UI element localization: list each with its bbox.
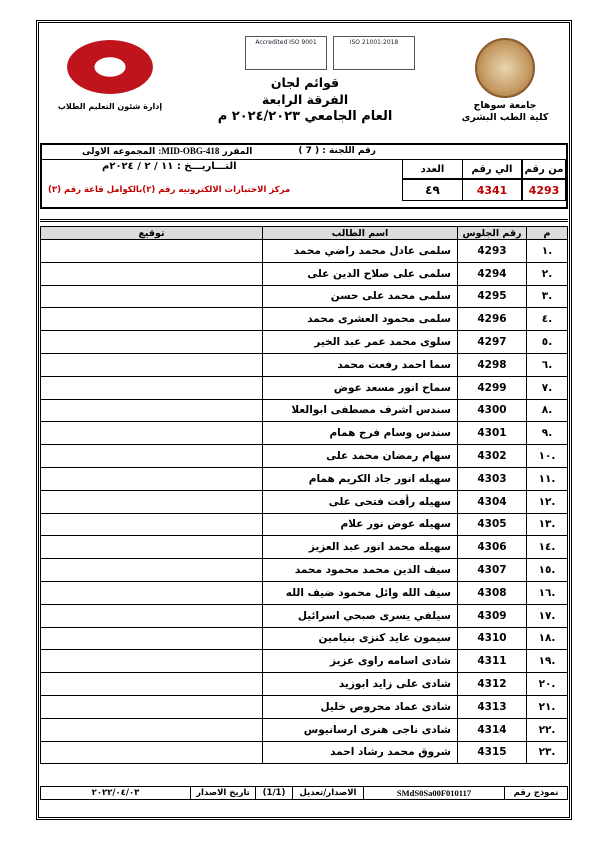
- header-num: م: [527, 227, 568, 240]
- signature-cell[interactable]: [41, 673, 263, 696]
- signature-cell[interactable]: [41, 467, 263, 490]
- seat-number: 4313: [458, 695, 527, 718]
- signature-cell[interactable]: [41, 308, 263, 331]
- table-row: [41, 353, 568, 376]
- row-number: .١٨: [527, 627, 568, 650]
- row-number: .٧: [527, 376, 568, 399]
- signature-cell[interactable]: [41, 353, 263, 376]
- form-number: SMdS0Sa00F010117: [363, 787, 504, 799]
- header: [40, 30, 568, 130]
- row-number: .٢٣: [527, 741, 568, 764]
- row-number: .٢٢: [527, 718, 568, 741]
- signature-cell[interactable]: [41, 627, 263, 650]
- signature-cell[interactable]: [41, 718, 263, 741]
- student-name: سهيله رأفت فتحى على: [263, 490, 458, 513]
- seat-number: 4303: [458, 467, 527, 490]
- student-name: سيف الدين محمد محمود محمد: [263, 559, 458, 582]
- count-value: ٤٩: [402, 179, 462, 201]
- academic-year: العام الجامعي ٢٠٢٤/٢٠٢٣ م: [217, 109, 393, 124]
- iso-logo-icon: ISO 21001:2018: [333, 36, 415, 70]
- issue-date: ٢٠٢٢/٠٤/٠٣: [91, 788, 140, 798]
- committee-number: رقم اللجنة : ( 7 ): [298, 146, 376, 156]
- student-name: سلمى عادل محمد راضي محمد: [263, 240, 458, 263]
- row-number: .٤: [527, 308, 568, 331]
- university-name: جامعة سوهاج: [473, 100, 537, 111]
- table-row: [41, 695, 568, 718]
- row-number: .١٠: [527, 445, 568, 468]
- header-name: اسم الطالب: [263, 227, 458, 240]
- table-row: [41, 650, 568, 673]
- row-number: .١٥: [527, 559, 568, 582]
- seat-number: 4297: [458, 331, 527, 354]
- page-title: قوائم لجان: [270, 75, 340, 90]
- student-name: سماح انور مسعد عوض: [263, 376, 458, 399]
- row-number: .١: [527, 240, 568, 263]
- table-row: [41, 673, 568, 696]
- seat-number: 4305: [458, 513, 527, 536]
- seat-number: 4299: [458, 376, 527, 399]
- student-name: شادى عماد محروص خليل: [263, 695, 458, 718]
- row-number: .٩: [527, 422, 568, 445]
- university-block: [460, 38, 550, 124]
- seat-number: 4296: [458, 308, 527, 331]
- signature-cell[interactable]: [41, 536, 263, 559]
- seat-number: 4294: [458, 262, 527, 285]
- seat-number: 4315: [458, 741, 527, 764]
- student-name: شادى ناجى هنرى ارسانيوس: [263, 718, 458, 741]
- signature-cell[interactable]: [41, 376, 263, 399]
- seat-number: 4298: [458, 353, 527, 376]
- seat-number: 4300: [458, 399, 527, 422]
- table-header-row: [41, 227, 568, 240]
- accreditation-logo-icon: Accredited ISO 9001: [245, 36, 327, 70]
- student-name: سندس اشرف مصطفى ابوالعلا: [263, 399, 458, 422]
- table-row: [41, 308, 568, 331]
- student-name: سيمون عايد كنزى بنيامين: [263, 627, 458, 650]
- seat-number: 4301: [458, 422, 527, 445]
- seat-number: 4310: [458, 627, 527, 650]
- seat-number: 4295: [458, 285, 527, 308]
- faculty-name: كلية الطب البشرى: [461, 112, 549, 123]
- level: الفرقة الرابعة: [261, 92, 349, 107]
- separator: [40, 219, 568, 222]
- student-name: سلمى محمود العشرى محمد: [263, 308, 458, 331]
- signature-cell[interactable]: [41, 490, 263, 513]
- student-name: سلمى محمد على حسن: [263, 285, 458, 308]
- row-number: .١٢: [527, 490, 568, 513]
- header-signature: توقيع: [41, 227, 263, 240]
- signature-cell[interactable]: [41, 445, 263, 468]
- table-row: [41, 399, 568, 422]
- row-number: .٥: [527, 331, 568, 354]
- row-number: .١٤: [527, 536, 568, 559]
- row-number: .٢١: [527, 695, 568, 718]
- student-name: شروق محمد رشاد احمد: [263, 741, 458, 764]
- table-row: [41, 467, 568, 490]
- student-name: سيلفي يسرى صبحي اسرائيل: [263, 604, 458, 627]
- exam-center: مركز الاختبارات الالكترونيه رقم (٢)بالكوامل قاعة رقم (٣): [48, 185, 291, 195]
- table-row: [41, 559, 568, 582]
- row-number: .١٦: [527, 581, 568, 604]
- student-name: سهام رمضان محمد على: [263, 445, 458, 468]
- signature-cell[interactable]: [41, 240, 263, 263]
- seat-number: 4293: [458, 240, 527, 263]
- count-label: العدد: [402, 159, 462, 179]
- exam-date: التـــاريـــخ : ١١ / ٢ / ٢٠٢٤م: [102, 161, 237, 172]
- student-name: شادى على زايد ابوزيد: [263, 673, 458, 696]
- seat-number: 4307: [458, 559, 527, 582]
- row-number: .٦: [527, 353, 568, 376]
- seat-number: 4304: [458, 490, 527, 513]
- signature-cell[interactable]: [41, 331, 263, 354]
- issue-label: تاريخ الاصدار: [190, 787, 255, 799]
- signature-cell[interactable]: [41, 262, 263, 285]
- header-titles: [190, 74, 420, 125]
- from-value: 4293: [522, 179, 566, 201]
- signature-cell[interactable]: [41, 422, 263, 445]
- university-seal-icon: [475, 38, 535, 98]
- row-number: .١٣: [527, 513, 568, 536]
- student-name: سيف الله وائل محمود ضيف الله: [263, 581, 458, 604]
- row-number: .٨: [527, 399, 568, 422]
- student-name: سلمى على صلاح الدين على: [263, 262, 458, 285]
- signature-cell[interactable]: [41, 604, 263, 627]
- edition-label: الاصدار/تعديل: [292, 787, 363, 799]
- table-row: [41, 581, 568, 604]
- to-label: الي رقم: [462, 159, 522, 179]
- form-footer: [40, 786, 568, 800]
- from-label: من رقم: [522, 159, 566, 179]
- table-row: [41, 627, 568, 650]
- header-seat: رقم الجلوس: [458, 227, 527, 240]
- edition-value: (1/1): [255, 787, 292, 799]
- row-number: .١١: [527, 467, 568, 490]
- table-row: [41, 490, 568, 513]
- to-value: 4341: [462, 179, 522, 201]
- table-row: [41, 604, 568, 627]
- row-number: .١٧: [527, 604, 568, 627]
- student-affairs-logo-icon: [67, 40, 153, 94]
- table-row: [41, 422, 568, 445]
- seat-number: 4314: [458, 718, 527, 741]
- signature-cell[interactable]: [41, 741, 263, 764]
- student-name: سهيله محمد انور عبد العزيز: [263, 536, 458, 559]
- student-name: سندس وسام فرج همام: [263, 422, 458, 445]
- committee-info: [40, 143, 568, 209]
- signature-cell[interactable]: [41, 650, 263, 673]
- table-row: [41, 718, 568, 741]
- seat-number: 4312: [458, 673, 527, 696]
- student-name: سهيله عوض نور علام: [263, 513, 458, 536]
- row-number: .٢٠: [527, 673, 568, 696]
- signature-cell[interactable]: [41, 399, 263, 422]
- row-number: .١٩: [527, 650, 568, 673]
- table-row: [41, 536, 568, 559]
- accreditation-logos: [245, 36, 415, 70]
- students-table: [40, 226, 568, 764]
- signature-cell[interactable]: [41, 559, 263, 582]
- table-row: [41, 262, 568, 285]
- row-number: .٢: [527, 262, 568, 285]
- seat-number: 4306: [458, 536, 527, 559]
- table-row: [41, 376, 568, 399]
- student-name: سهيله انور جاد الكريم همام: [263, 467, 458, 490]
- seat-number: 4309: [458, 604, 527, 627]
- student-name: سما احمد رفعت محمد: [263, 353, 458, 376]
- department-name: إدارة شئون التعليم الطلاب: [57, 102, 163, 111]
- table-row: [41, 741, 568, 764]
- seat-number: 4302: [458, 445, 527, 468]
- student-name: سلوى محمد عمر عبد الخير: [263, 331, 458, 354]
- signature-cell[interactable]: [41, 513, 263, 536]
- affairs-block: [50, 40, 170, 111]
- table-row: [41, 285, 568, 308]
- seat-number: 4311: [458, 650, 527, 673]
- student-name: شادى اسامه راوى عزيز: [263, 650, 458, 673]
- table-row: [41, 445, 568, 468]
- signature-cell[interactable]: [41, 695, 263, 718]
- signature-cell[interactable]: [41, 581, 263, 604]
- form-label: نموذج رقم: [504, 787, 567, 799]
- table-row: [41, 331, 568, 354]
- course: المقرر MID-OBG-418: المجموعه الاولى: [82, 146, 253, 157]
- table-row: [41, 513, 568, 536]
- table-row: [41, 240, 568, 263]
- row-number: .٣: [527, 285, 568, 308]
- signature-cell[interactable]: [41, 285, 263, 308]
- seat-number: 4308: [458, 581, 527, 604]
